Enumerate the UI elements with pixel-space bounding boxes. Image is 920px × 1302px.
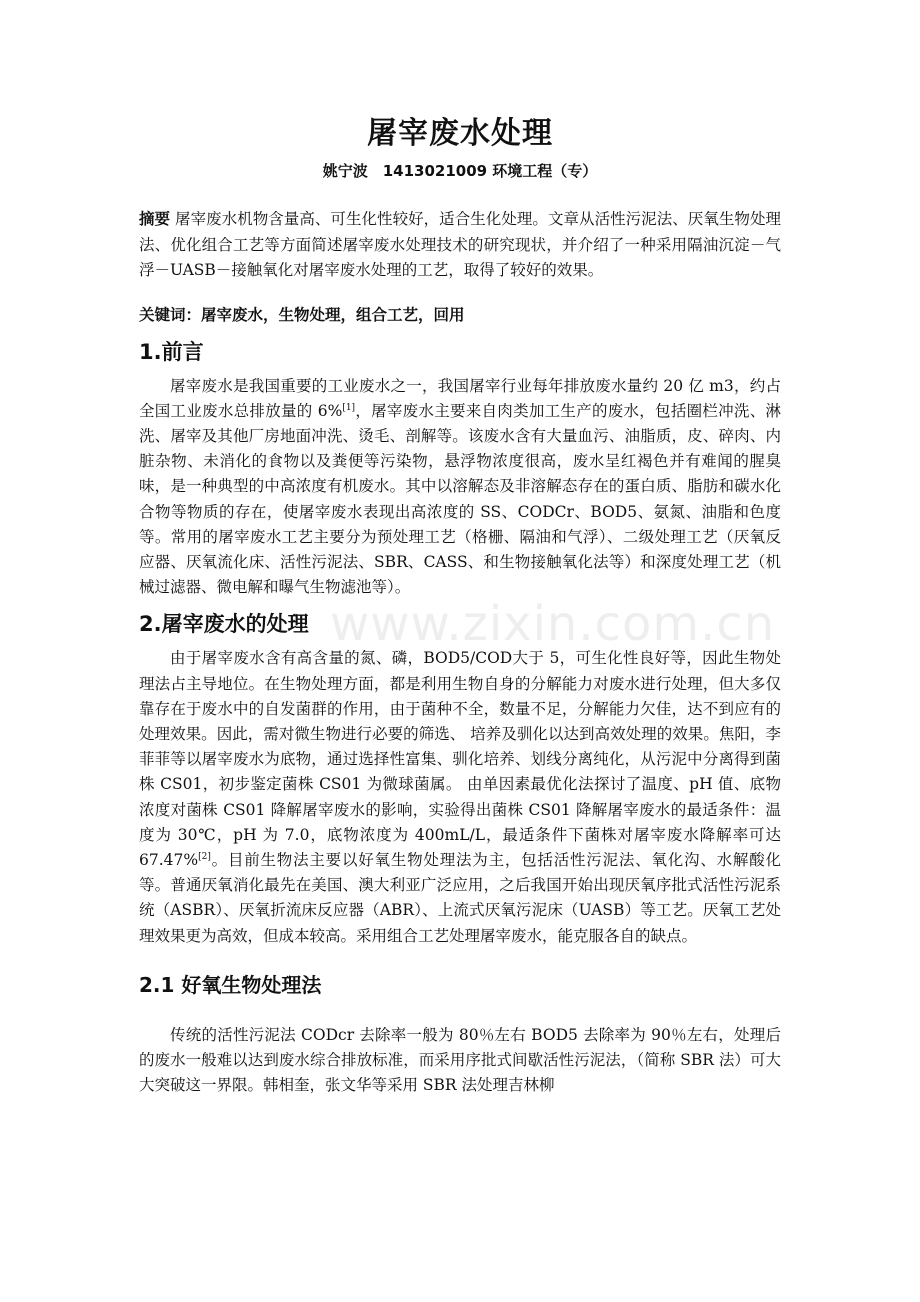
abstract	[139, 206, 781, 284]
introduction-text-a: 屠宰废水是我国重要的工业废水之一，我国屠宰行业每年排放废水量约 20 亿 m3，约占全国工业废水总排放量的 6%	[139, 376, 781, 420]
watermark: www.zixin.com.cn	[330, 596, 776, 652]
section-heading-introduction: 1.前言	[139, 339, 204, 364]
treatment-text-a: 由于屠宰废水含有高含量的氮、磷，BOD5/COD大于 5，可生化性良好等，因此生物处理法占主导地位。在生物处理方面，都是利用生物自身的分解能力对废水进行处理，但大多仅靠存在于废水中的自发菌群的作用，由于菌种不全，数量不足，分解能力欠佳，达不到应有的处理效果。因此，需对微生物进行必要的筛选、 培养及驯化以达到高效处理的效果。焦阳，李菲菲等以屠宰废水为底物，通过选择性富集、驯化培养、划线分离纯化，从污泥中分离得到菌株 CS01，初步鉴定菌株 CS01 为微球菌属。 由单因素最优化法探讨了温度、pH 值、底物浓度对菌株 CS01 降解屠宰废水的影响，实验得出菌株 CS01 降解屠宰废水的最适条件：温度为 30℃，pH 为 7.0，底物浓度为 400mL/L，最适条件下菌株对屠宰废水降解率可达 67.47%	[139, 649, 781, 869]
citation-ref-2: [2]	[198, 851, 211, 862]
section-heading-aerobic: 2.1 好氧生物处理法	[139, 972, 322, 997]
aerobic-paragraph: 传统的活性污泥法 CODcr 去除率一般为 80％左右 BOD5 去除率为 90％左右，处理后的废水一般难以达到废水综合排放标准，而采用序批式间歇活性污泥法，（简称 SBR 法）可大大突破这一界限。韩相奎，张文华等采用 SBR 法处理吉林柳	[139, 1025, 781, 1095]
introduction-text-b: ，屠宰废水主要来自肉类加工生产的废水，包括圈栏冲洗、淋洗、屠宰及其他厂房地面冲洗、烫毛、剖解等。该废水含有大量血污、油脂质，皮、碎肉、内脏杂物、未消化的食物以及粪便等污染物，悬浮物浓度很高，废水呈红褐色并有难闻的腥臭味，是一种典型的中高浓度有机废水。其中以溶解态及非溶解态存在的蛋白质、脂肪和碳水化合物等物质的存在，使屠宰废水表现出高浓度的 SS、CODCr、BOD5、氨氮、油脂和色度等。常用的屠宰废水工艺主要分为预处理工艺（格栅、隔油和气浮）、二级处理工艺（厌氧反应器、厌氧流化床、活性污泥法、SBR、CASS、和生物接触氧化法等）和深度处理工艺（机械过滤器、微电解和曝气生物滤池等）。	[139, 401, 781, 597]
document-content	[139, 112, 781, 1098]
author-line: 姚宁波 1413021009 环境工程（专）	[322, 162, 598, 180]
abstract-label: 摘要	[139, 209, 171, 228]
section-heading-treatment: 2.屠宰废水的处理	[139, 612, 309, 637]
document-title: 屠宰废水处理	[367, 116, 553, 151]
treatment-paragraph	[139, 646, 781, 948]
citation-ref-1: [1]	[342, 402, 356, 413]
treatment-text-b: 。目前生物法主要以好氧生物处理法为主，包括活性污泥法、氧化沟、水解酸化等。普通厌氧消化最先在美国、澳大利亚广泛应用，之后我国开始出现厌氧序批式活性污泥系统（ASBR）、厌氧折流床反应器（ABR）、上流式厌氧污泥床（UASB）等工艺。厌氧工艺处理效果更为高效，但成本较高。采用组合工艺处理屠宰废水，能克服各自的缺点。	[139, 850, 781, 945]
introduction-paragraph	[139, 374, 781, 601]
keywords: 关键词：屠宰废水，生物处理，组合工艺，回用	[139, 305, 465, 324]
abstract-text: 屠宰废水机物含量高、可生化性较好，适合生化处理。文章从活性污泥法、厌氧生物处理法、优化组合工艺等方面简述屠宰废水处理技术的研究现状，并介绍了一种采用隔油沉淀－气浮－UASB－接触氧化对屠宰废水处理的工艺，取得了较好的效果。	[139, 210, 781, 279]
